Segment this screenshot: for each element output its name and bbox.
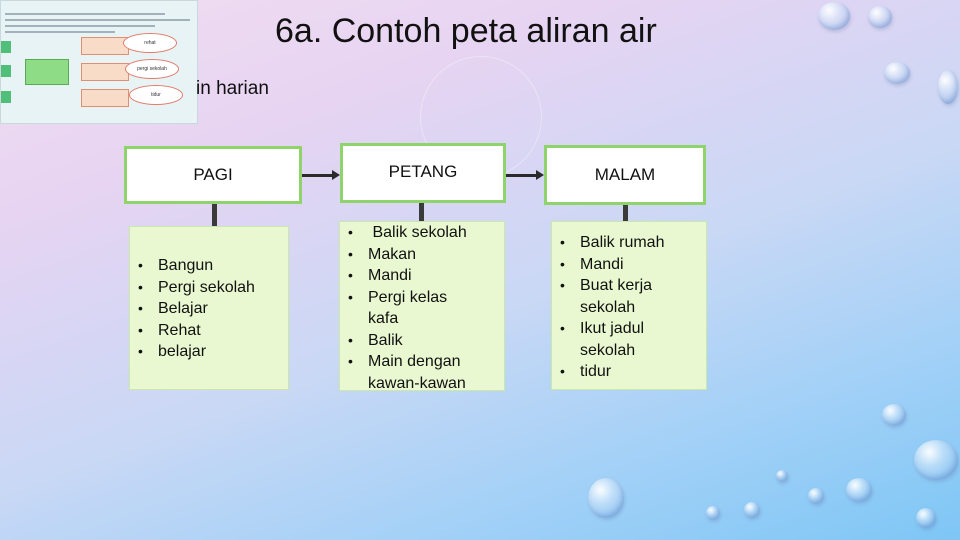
list-item: • Pergi sekolah [136,277,288,299]
slide-title: 6a. Contoh peta aliran air [275,12,657,50]
water-drop-decoration [884,62,910,84]
stage-box-petang [340,143,506,203]
water-drop-decoration [744,502,760,518]
list-item: • Mandi [558,254,706,276]
water-drop-decoration [916,508,936,528]
list-item: • Balik sekolah [346,222,504,244]
thumbnail-node: tidur [129,85,183,105]
list-item: • Rehat [136,320,288,342]
water-drop-decoration [588,478,624,518]
connector-line [623,205,628,221]
list-item: • Belajar [136,298,288,320]
list-item: • Ikut jadul sekolah [558,318,670,361]
water-drop-decoration [938,70,958,104]
stage-box-malam [544,145,706,205]
list-item: • tidur [558,361,706,383]
list-item: • Balik rumah [558,232,706,254]
water-drop-decoration [882,404,906,426]
thumbnail-node: pergi sekolah [125,59,179,79]
list-item: • Makan [346,244,504,266]
water-drop-decoration [914,440,958,480]
list-item: • Pergi kelas kafa [346,287,468,330]
stage-list-malam [551,221,707,390]
stage-list-petang [339,221,505,391]
connector-line [212,204,217,226]
stage-label: PAGI [193,165,233,184]
list-item: • belajar [136,341,288,363]
stage-label: MALAM [594,165,656,184]
water-drop-decoration [868,6,892,28]
stage-label: PETANG [388,162,458,181]
flow-arrow [302,174,334,177]
list-item: • Balik [346,330,504,352]
stage-list-pagi [129,226,289,390]
water-drop-decoration [846,478,872,502]
connector-line [419,203,424,221]
water-drop-decoration [818,2,850,30]
slide-subtitle: in harian [196,78,269,99]
example-map-thumbnail [0,0,198,124]
thumbnail-node: rehat [123,33,177,53]
list-item: • Buat kerja sekolah [558,275,675,318]
water-drop-decoration [706,506,720,520]
flow-arrow [506,174,538,177]
water-drop-decoration [808,488,824,504]
water-drop-decoration [776,470,788,482]
stage-box-pagi [124,146,302,204]
list-item: • Main dengan kawan-kawan [346,351,483,394]
list-item: • Mandi [346,265,504,287]
list-item: • Bangun [136,255,288,277]
